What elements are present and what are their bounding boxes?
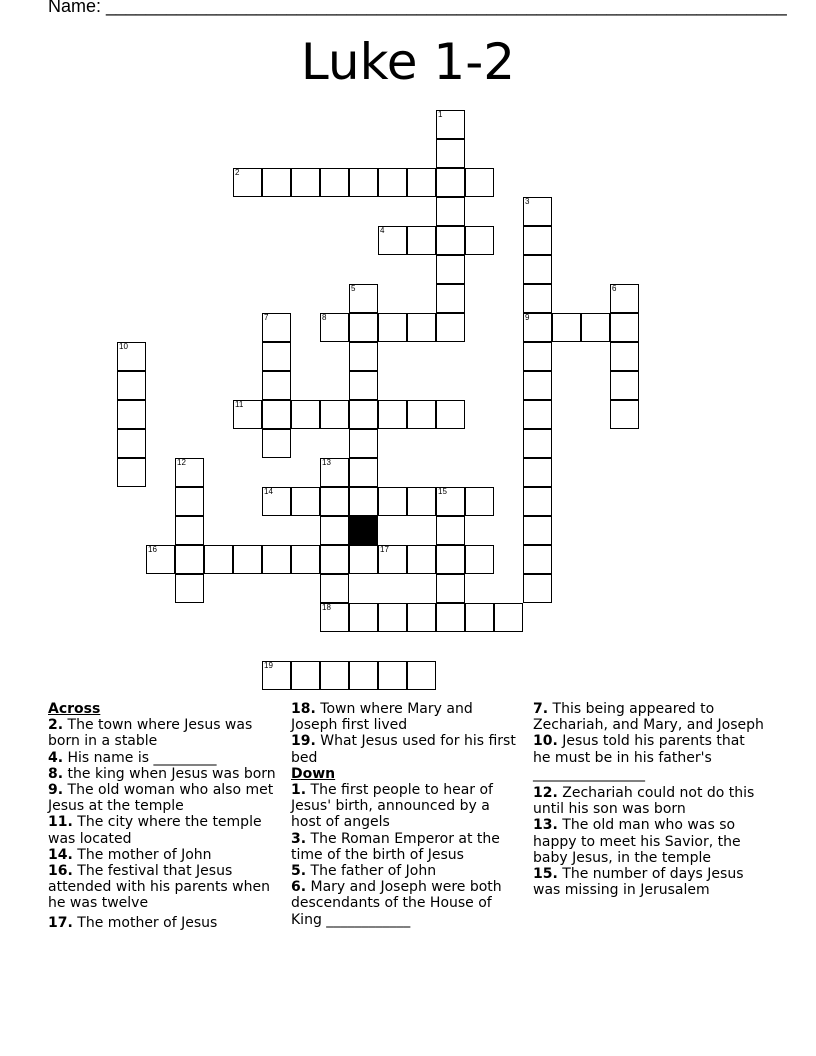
crossword-cell-17[interactable] [378, 545, 407, 574]
crossword-cell[interactable] [436, 226, 465, 255]
crossword-cell-1[interactable] [436, 110, 465, 139]
clue-number: 7 [264, 313, 269, 322]
crossword-cell[interactable] [523, 487, 552, 516]
crossword-cell[interactable] [407, 168, 436, 197]
crossword-cell[interactable] [378, 313, 407, 342]
crossword-cell-16[interactable] [146, 545, 175, 574]
clue-number: 15 [438, 487, 447, 496]
crossword-cell[interactable] [262, 545, 291, 574]
clue-down-7: 7. This being appeared to Zechariah, and Mary, and Joseph [533, 701, 764, 734]
crossword-cell[interactable] [436, 516, 465, 545]
crossword-cell[interactable] [407, 603, 436, 632]
crossword-cell[interactable] [262, 429, 291, 458]
clue-across-16: 16. The festival that Jesus attended with his parents when he was twelve [48, 863, 270, 912]
crossword-cell[interactable] [117, 458, 146, 487]
crossword-cell[interactable] [465, 226, 494, 255]
clue-across-17: 17. The mother of Jesus [48, 914, 218, 931]
crossword-cell[interactable] [175, 545, 204, 574]
crossword-cell[interactable] [349, 400, 378, 429]
clue-across-2: 2. The town where Jesus was born in a stable [48, 717, 253, 750]
crossword-cell[interactable] [523, 516, 552, 545]
crossword-cell[interactable] [436, 603, 465, 632]
crossword-cell[interactable] [291, 400, 320, 429]
crossword-cell[interactable] [291, 168, 320, 197]
crossword-cell[interactable] [378, 661, 407, 690]
clue-across-8: 8. the king when Jesus was born [48, 765, 276, 782]
crossword-cell[interactable] [204, 545, 233, 574]
clue-number: 19 [264, 661, 273, 670]
crossword-cell[interactable] [320, 516, 349, 545]
down-heading: Down [291, 765, 336, 782]
crossword-cell[interactable] [349, 429, 378, 458]
clue-number: 3 [525, 197, 530, 206]
crossword-cell[interactable] [262, 400, 291, 429]
crossword-cell[interactable] [320, 487, 349, 516]
crossword-cell-4[interactable] [378, 226, 407, 255]
crossword-cell-10[interactable] [117, 342, 146, 371]
clue-number: 9 [525, 313, 530, 322]
crossword-cell[interactable] [610, 400, 639, 429]
crossword-cell[interactable] [436, 313, 465, 342]
crossword-cell-15[interactable] [436, 487, 465, 516]
crossword-cell[interactable] [465, 545, 494, 574]
clue-down-3: 3. The Roman Emperor at the time of the birth of Jesus [291, 830, 500, 863]
clue-down-12: 12. Zechariah could not do this until his son was born [533, 785, 755, 818]
crossword-cell[interactable] [349, 371, 378, 400]
clues-column-2 [291, 701, 523, 928]
crossword-cell-3[interactable] [523, 197, 552, 226]
crossword-cell[interactable] [262, 168, 291, 197]
crossword-cell[interactable] [523, 255, 552, 284]
crossword-cell[interactable] [436, 168, 465, 197]
across-heading: Across [48, 701, 101, 717]
crossword-cell[interactable] [436, 255, 465, 284]
clue-down-10: 10. Jesus told his parents that he must be in his father's ________________ [533, 733, 745, 782]
crossword-cell-6[interactable] [610, 284, 639, 313]
crossword-cell[interactable] [378, 168, 407, 197]
crossword-cell[interactable] [349, 603, 378, 632]
clue-number: 5 [351, 284, 356, 293]
clue-number: 6 [612, 284, 617, 293]
crossword-cell[interactable] [436, 400, 465, 429]
clue-number: 1 [438, 110, 443, 119]
crossword-cell[interactable] [378, 400, 407, 429]
crossword-cell[interactable] [407, 226, 436, 255]
crossword-cell[interactable] [523, 371, 552, 400]
crossword-cell[interactable] [465, 603, 494, 632]
clue-number: 14 [264, 487, 273, 496]
crossword-cell[interactable] [320, 574, 349, 603]
crossword-cell[interactable] [117, 371, 146, 400]
crossword-cell-9[interactable] [523, 313, 552, 342]
clue-across-19: 19. What Jesus used for his first bed [291, 733, 516, 766]
crossword-cell[interactable] [523, 458, 552, 487]
crossword-cell[interactable] [436, 139, 465, 168]
clue-number: 12 [177, 458, 186, 467]
clue-across-9: 9. The old woman who also met Jesus at the temple [48, 782, 274, 815]
clue-number: 10 [119, 342, 128, 351]
crossword-cell[interactable] [349, 168, 378, 197]
crossword-cell[interactable] [523, 342, 552, 371]
crossword-cell[interactable] [233, 545, 262, 574]
clue-down-15: 15. The number of days Jesus was missing in Jerusalem [533, 866, 744, 899]
clue-down-5: 5. The father of John [291, 863, 437, 880]
crossword-cell[interactable] [436, 545, 465, 574]
crossword-cell[interactable] [581, 313, 610, 342]
crossword-cell[interactable] [465, 487, 494, 516]
crossword-cell[interactable] [523, 574, 552, 603]
crossword-cell-12[interactable] [175, 458, 204, 487]
clue-number: 11 [235, 400, 244, 409]
crossword-cell-13[interactable] [320, 458, 349, 487]
crossword-cell[interactable] [610, 342, 639, 371]
crossword-cell[interactable] [291, 487, 320, 516]
crossword-cell[interactable] [349, 545, 378, 574]
clues-column-3 [533, 701, 765, 898]
crossword-cell-7[interactable] [262, 313, 291, 342]
crossword-cell[interactable] [407, 661, 436, 690]
crossword-cell[interactable] [465, 168, 494, 197]
crossword-cell[interactable] [320, 168, 349, 197]
crossword-cell[interactable] [262, 371, 291, 400]
crossword-cell[interactable] [117, 429, 146, 458]
clue-number: 18 [322, 603, 331, 612]
crossword-cell[interactable] [349, 313, 378, 342]
crossword-cell[interactable] [436, 284, 465, 313]
crossword-cell[interactable] [291, 661, 320, 690]
crossword-cell[interactable] [175, 574, 204, 603]
crossword-cell[interactable] [552, 313, 581, 342]
crossword-cell[interactable] [407, 400, 436, 429]
crossword-cell[interactable] [407, 313, 436, 342]
crossword-cell[interactable] [407, 545, 436, 574]
clue-number: 13 [322, 458, 331, 467]
crossword-cell[interactable] [494, 603, 523, 632]
crossword-cell[interactable] [320, 661, 349, 690]
page-title: Luke 1-2 [300, 33, 516, 91]
clue-across-4: 4. His name is _________ [48, 749, 217, 766]
crossword-cell[interactable] [175, 487, 204, 516]
crossword-cell[interactable] [349, 661, 378, 690]
crossword-black-cell [349, 516, 378, 545]
crossword-cell[interactable] [117, 400, 146, 429]
crossword-cell[interactable] [378, 603, 407, 632]
crossword-cell-8[interactable] [320, 313, 349, 342]
crossword-cell[interactable] [436, 197, 465, 226]
clue-down-1: 1. The first people to hear of Jesus' birth, announced by a host of angels [291, 782, 493, 831]
crossword-cell-5[interactable] [349, 284, 378, 313]
clue-down-6: 6. Mary and Joseph were both descendants of the House of King ____________ [291, 879, 502, 928]
crossword-cell[interactable] [320, 545, 349, 574]
clue-across-14: 14. The mother of John [48, 846, 212, 863]
crossword-cell[interactable] [523, 429, 552, 458]
clue-down-13: 13. The old man who was so happy to meet his Savior, the baby Jesus, in the temple [533, 817, 741, 866]
crossword-cell-11[interactable] [233, 400, 262, 429]
crossword-cell[interactable] [523, 226, 552, 255]
crossword-cell[interactable] [320, 400, 349, 429]
clue-number: 16 [148, 545, 157, 554]
clue-across-18: 18. Town where Mary and Joseph first lived [291, 701, 473, 734]
clue-number: 2 [235, 168, 240, 177]
clue-number: 8 [322, 313, 327, 322]
crossword-cell[interactable] [262, 342, 291, 371]
clue-number: 17 [380, 545, 389, 554]
crossword-cell-14[interactable] [262, 487, 291, 516]
crossword-cell[interactable] [523, 545, 552, 574]
crossword-cell[interactable] [610, 371, 639, 400]
clues-column-1 [48, 701, 280, 931]
crossword-cell[interactable] [407, 487, 436, 516]
crossword-cell[interactable] [349, 458, 378, 487]
crossword-cell[interactable] [436, 574, 465, 603]
crossword-cell[interactable] [291, 545, 320, 574]
clue-number: 4 [380, 226, 385, 235]
name-field-label: Name: ____________________________________________________________________ [48, 0, 787, 16]
crossword-cell[interactable] [378, 487, 407, 516]
crossword-cell-18[interactable] [320, 603, 349, 632]
crossword-cell[interactable] [610, 313, 639, 342]
crossword-cell[interactable] [523, 284, 552, 313]
crossword-cell[interactable] [349, 342, 378, 371]
crossword-cell[interactable] [523, 400, 552, 429]
crossword-cell[interactable] [349, 487, 378, 516]
crossword-cell-2[interactable] [233, 168, 262, 197]
crossword-cell[interactable] [175, 516, 204, 545]
crossword-cell-19[interactable] [262, 661, 291, 690]
clue-across-11: 11. The city where the temple was located [48, 814, 262, 847]
